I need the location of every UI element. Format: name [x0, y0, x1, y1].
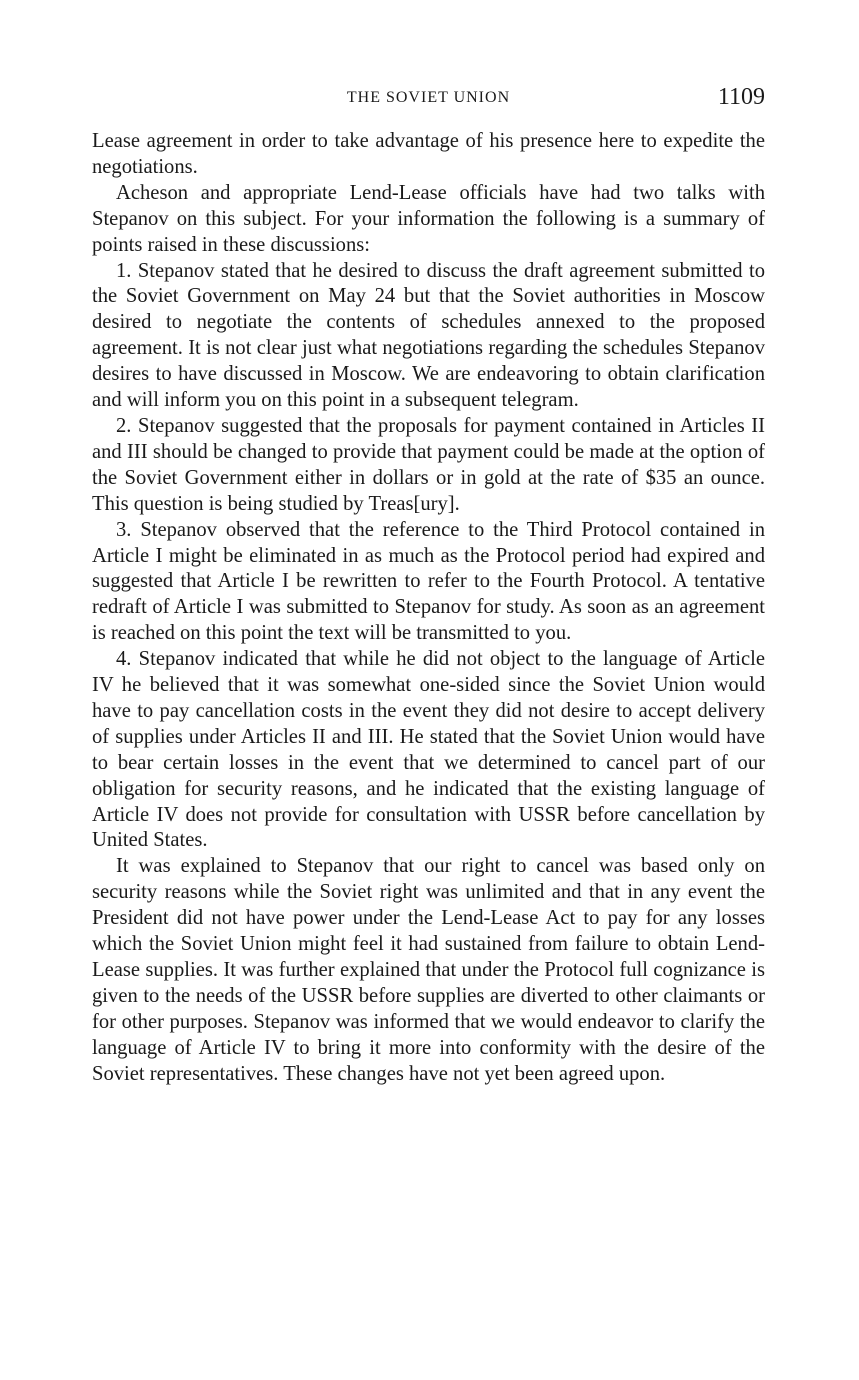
- running-title: THE SOVIET UNION: [346, 89, 511, 106]
- body-text: [92, 129, 765, 1088]
- running-head: [92, 84, 765, 114]
- paragraph-point-3: 3. Stepanov observed that the reference to the Third Protocol contained in Article I might be eliminated in as much as the Protocol period had expired and suggested that Article I be rewritten to refer to the Fourth Protocol. A tentative redraft of Article I was submitted to Stepanov for study. As soon as an agreement is reached on this point the text will be transmitted to you.: [92, 518, 765, 645]
- paragraph-explanation: It was explained to Stepanov that our right to cancel was based only on security reasons while the Soviet right was unlimited and that in any event the President did not have power under the Lend-Lease Act to pay for any losses which the Soviet Union might feel it had sustained from failure to obtain Lend-Lease supplies. It was further explained that under the Protocol full cognizance is given to the needs of the USSR before supplies are diverted to other claimants or for other purposes. Stepanov was informed that we would endeavor to clarify the language of Article IV to bring it more into conformity with the desire of the Soviet representatives. These changes have not yet been agreed upon.: [92, 855, 765, 1085]
- paragraph-point-1: 1. Stepanov stated that he desired to discuss the draft agreement submitted to the Soviet Government on May 24 but that the Soviet authorities in Moscow desired to negotiate the contents of schedules annexed to the proposed agreement. It is not clear just what negotiations regarding the schedules Stepanov desires to have discussed in Moscow. We are endeavoring to obtain clarification and will inform you on this point in a subsequent telegram.: [92, 259, 765, 412]
- paragraph-point-4: 4. Stepanov indicated that while he did not object to the language of Article IV he believed that it was somewhat one-sided since the Soviet Union would have to pay cancellation costs in the event they did not desire to accept delivery of supplies under Articles II and III. He stated that the Soviet Union would have to bear certain losses in the event that we determined to cancel part of our obligation for security reasons, and he indicated that the existing language of Article IV does not provide for consultation with USSR before cancellation by United States.: [92, 648, 765, 852]
- paragraph-point-2: 2. Stepanov suggested that the proposals for payment contained in Articles II and III should be changed to provide that payment could be made at the option of the Soviet Government either in dollars or in gold at the rate of $35 an ounce. This question is being studied by Treas[ury].: [92, 414, 765, 515]
- paragraph-continuation: Lease agreement in order to take advantage of his presence here to expedite the negotiations.: [92, 130, 765, 178]
- page-number: 1109: [717, 84, 765, 110]
- paragraph-summary-intro: Acheson and appropriate Lend-Lease officials have had two talks with Stepanov on this subject. For your information the following is a summary of points raised in these discussions:: [92, 181, 765, 256]
